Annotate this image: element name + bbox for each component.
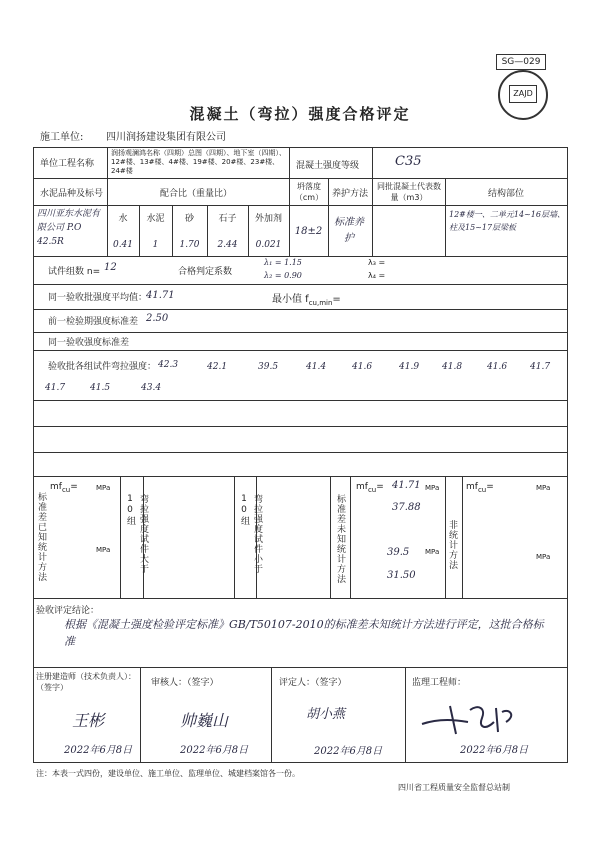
stat-line2: 37.88	[392, 502, 421, 513]
mean-value: 41.71	[146, 290, 175, 301]
issuer: 四川省工程质量安全监督总站制	[398, 783, 510, 792]
assessor-label: 评定人：（签字）	[279, 678, 347, 688]
supervisor-signature	[420, 700, 520, 736]
prev-sd-value: 2.50	[146, 313, 169, 324]
page-title: 混凝土（弯拉）强度合格评定	[189, 105, 411, 123]
mean-label: 同一验收批强度平均值：	[48, 293, 148, 303]
unknown-mfcu: $mf_{cu}=$	[356, 482, 384, 494]
values-label: 验收批各组试件弯拉强度：	[48, 362, 157, 372]
known-mpa-2: MPa	[96, 546, 111, 554]
additive-header: 外加剂	[254, 214, 282, 224]
stone-value: 2.44	[217, 240, 238, 250]
water-header: 水	[118, 214, 128, 224]
water-value: 0.41	[112, 240, 134, 250]
project-name: 润扬观澜鸿名称（四期）总图（四期）、地下室（四期）、12#楼、13#楼、4#楼、19#楼、20#楼、23#楼、24#楼	[111, 149, 286, 175]
min-label: 最小值 $f_{cu,min}=$	[272, 294, 341, 307]
unknown-sd-label: 标准差未知统计方法	[335, 494, 345, 584]
stat-line4: 31.50	[387, 570, 416, 581]
sand-header: 砂	[184, 214, 194, 224]
value-3: 39.5	[258, 362, 279, 372]
value-5: 41.6	[352, 362, 373, 372]
wc-header: 水泥	[146, 214, 165, 224]
footer-note: 注：本表一式四份，建设单位、施工单位、监理单位、城建档案馆各一份。	[36, 769, 300, 778]
conclusion-text: 根据《混凝土强度检验评定标准》GB/T50107-2010的标准差未知统计方法进行评定，这批合格标准	[64, 618, 544, 648]
lambda3: λ₃ =	[368, 258, 386, 267]
assessor-signature: 胡小燕	[306, 707, 346, 722]
date-supervisor: 2022年6月8日	[460, 745, 529, 756]
same-sd-label: 同一验收强度标准差	[48, 338, 130, 348]
date-engineer: 2022年6月8日	[64, 745, 133, 756]
wc-value: 1	[152, 240, 159, 250]
sand-value: 1.70	[179, 240, 200, 250]
prev-sd-label: 前一检验期强度标准差	[48, 317, 139, 327]
value-9: 41.7	[530, 362, 551, 372]
unknown-mpa-2: MPa	[425, 548, 440, 556]
supervisor-label: 监理工程师：	[412, 678, 467, 688]
mix-header: 配合比（重量比）	[160, 189, 233, 199]
value-11: 41.5	[90, 383, 111, 393]
slump-value: 18±2	[294, 226, 323, 237]
stat-fcumin: 39.5	[387, 547, 410, 558]
reviewer-label: 审核人：（签字）	[151, 678, 219, 688]
contractor-value: 四川润扬建设集团有限公司	[106, 132, 226, 143]
nonstat-label: 非统计方法	[447, 520, 457, 570]
cement-value: 四川亚东水泥有限公司 P.O 42.5R	[37, 209, 101, 247]
part-header: 结构部位	[488, 189, 525, 199]
value-6: 41.9	[399, 362, 420, 372]
form-code: SG—029	[496, 54, 546, 70]
small-label: 弯拉强度试件小于10组	[239, 494, 262, 574]
value-8: 41.6	[487, 362, 508, 372]
conclusion-label: 验收评定结论：	[36, 606, 100, 616]
reviewer-signature: 帅巍山	[180, 711, 229, 730]
value-10: 41.7	[45, 383, 66, 393]
factor-label: 合格判定系数	[178, 267, 233, 277]
engineer-signature: 王彬	[72, 711, 105, 730]
stat-mfcu: 41.71	[392, 480, 421, 491]
value-2: 42.1	[207, 362, 228, 372]
seal-text: ZAJD	[509, 85, 537, 103]
engineer-label: 注册建造师（技术负责人）：（签字）	[36, 672, 136, 692]
curing-value: 标准养护	[334, 217, 364, 244]
value-4: 41.4	[306, 362, 327, 372]
part-value: 12#楼一、二单元14~16层墙、柱及15~17层梁板	[449, 210, 565, 232]
group-count: 12	[104, 262, 117, 273]
nonstat-mpa-2: MPa	[536, 553, 551, 561]
known-mpa-1: MPa	[96, 484, 111, 492]
value-12: 43.4	[141, 383, 162, 393]
lambda4: λ₄ =	[368, 271, 386, 280]
value-1: 42.3	[158, 360, 179, 370]
count-header: 同批混凝土代表数量（m3）	[377, 182, 441, 202]
curing-header: 养护方法	[332, 189, 369, 199]
unknown-mpa-1: MPa	[425, 484, 440, 492]
group-label: 试件组数 n=	[48, 267, 101, 277]
contractor-label: 施工单位:	[40, 132, 84, 143]
known-mfcu: $mf_{cu}=$	[50, 482, 78, 494]
value-7: 41.8	[442, 362, 463, 372]
large-label: 弯拉强度试件大于10组	[125, 494, 148, 574]
grade-label: 混凝土强度等级	[296, 161, 360, 171]
lambda2: λ₂ = 0.90	[264, 271, 302, 280]
lambda1: λ₁ = 1.15	[264, 258, 302, 267]
known-sd-label: 标准差已知统计方法	[36, 492, 46, 582]
project-label: 单位工程名称	[40, 159, 95, 169]
date-reviewer: 2022年6月8日	[180, 745, 249, 756]
slump-header: 坍落度（cm）	[294, 182, 324, 202]
stone-header: 石子	[218, 214, 237, 224]
date-assessor: 2022年6月8日	[314, 746, 383, 757]
grade-value: C35	[395, 154, 422, 169]
nonstat-mfcu: $mf_{cu}=$	[466, 482, 494, 494]
cement-header: 水泥品种及标号	[40, 189, 104, 199]
additive-value: 0.021	[255, 240, 282, 250]
nonstat-mpa-1: MPa	[536, 484, 551, 492]
